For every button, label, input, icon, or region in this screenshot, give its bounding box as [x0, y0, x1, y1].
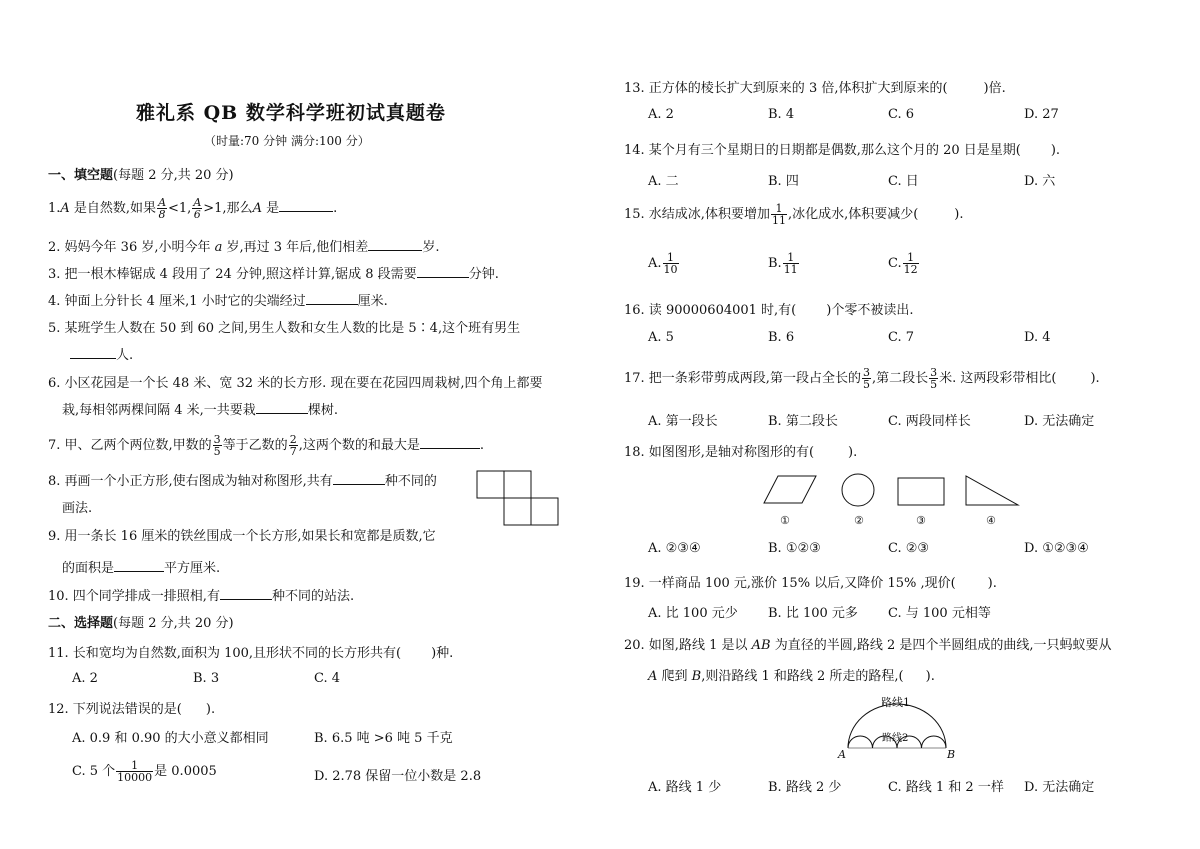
rectangle-shape	[898, 478, 944, 505]
option-d[interactable]: D. 无法确定	[1024, 780, 1095, 795]
option-c[interactable]: C. 4	[314, 671, 341, 686]
question-18: 18. 如图图形,是轴对称图形的有( ).	[624, 445, 858, 460]
option-a[interactable]: A. 2	[72, 671, 98, 686]
option-a[interactable]: A. ②③④	[648, 541, 701, 556]
shape-label-2: ②	[854, 514, 864, 527]
question-6: 6. 小区花园是一个长 48 米、宽 32 米的长方形. 现在要在花园四周栽树,四个角上都要	[48, 376, 543, 391]
answer-blank[interactable]	[114, 559, 164, 572]
option-b[interactable]: B. 第二段长	[768, 414, 838, 429]
fraction: $\frac{3}{5}$	[213, 433, 221, 458]
question-8: 8. 再画一个小正方形,使右图成为轴对称图形,共有 种不同的	[48, 474, 437, 489]
shape-label-4: ④	[986, 514, 996, 527]
question-6-line2: 栽,每相邻两棵间隔 4 米,一共要栽 棵树.	[62, 403, 338, 418]
answer-blank[interactable]	[220, 587, 272, 600]
question-3: 3. 把一根木棒锯成 4 段用了 24 分钟,照这样计算,锯成 8 段需要 分钟.	[48, 267, 499, 282]
option-b[interactable]: B. 比 100 元多	[768, 606, 858, 621]
option-d[interactable]: D. 4	[1024, 330, 1051, 345]
question-4: 4. 钟面上分针长 4 厘米,1 小时它的尖端经过 厘米.	[48, 294, 388, 309]
answer-blank[interactable]	[256, 401, 308, 414]
question-13: 13. 正方体的棱长扩大到原来的 3 倍,体积扩大到原来的( )倍.	[624, 81, 1006, 96]
answer-blank[interactable]	[417, 265, 469, 278]
question-9: 9. 用一条长 16 厘米的铁丝围成一个长方形,如果长和宽都是质数,它	[48, 529, 436, 544]
route-2-label: 路线2	[882, 733, 909, 744]
shapes-figure	[760, 472, 1030, 534]
page-title: 雅礼系 QB 数学科学班初试真题卷	[136, 102, 446, 124]
option-d[interactable]: D. 六	[1024, 174, 1056, 189]
question-5: 5. 某班学生人数在 50 到 60 之间,男生人数和女生人数的比是 5∶4,这个班有男生	[48, 321, 521, 336]
fraction: $\frac{A}{8}$	[158, 196, 167, 221]
question-20: 20. 如图,路线 1 是以 AB 为直径的半圆,路线 2 是四个半圆组成的曲线,一只蚂蚁要从	[624, 638, 1112, 653]
point-a-label: A	[838, 748, 846, 761]
option-c[interactable]: C. 路线 1 和 2 一样	[888, 780, 1004, 795]
option-a[interactable]: A. 比 100 元少	[648, 606, 738, 621]
option-b[interactable]: B. 四	[768, 174, 799, 189]
answer-blank[interactable]	[333, 472, 385, 485]
route-1-label: 路线1	[881, 696, 910, 709]
fraction: $\frac{1}{10000}$	[117, 759, 153, 784]
fraction: $\frac{1}{11}$	[771, 202, 786, 227]
section-title: 一、填空题	[48, 168, 114, 183]
point-b-label: B	[947, 748, 956, 761]
question-8-line2: 画法.	[62, 501, 93, 516]
fraction: $\frac{2}{7}$	[289, 433, 297, 458]
question-20-line2: A 爬到 B,则沿路线 1 和路线 2 所走的路程,( ).	[648, 669, 935, 684]
shape-label-1: ①	[780, 514, 790, 527]
circle-shape	[842, 474, 874, 506]
question-12: 12. 下列说法错误的是( ).	[48, 702, 216, 717]
answer-blank[interactable]	[70, 346, 116, 359]
fraction: $\frac{A}{6}$	[193, 196, 202, 221]
option-a[interactable]: A. 5	[648, 330, 674, 345]
question-1: 1.A 是自然数,如果 $\frac{A}{8}$ <1, $\frac{A}{6}$ >1,那么A 是 .	[48, 196, 338, 221]
parallelogram-shape	[764, 476, 816, 503]
shape-label-3: ③	[916, 514, 926, 527]
question-15: 15. 水结成冰,体积要增加 $\frac{1}{11}$ ,冰化成水,体积要减少( ).	[624, 202, 964, 227]
option-b[interactable]: B. 路线 2 少	[768, 780, 842, 795]
fraction: $\frac{3}{5}$	[930, 366, 938, 391]
option-c[interactable]: C. 5 个 $\frac{1}{10000}$ 是 0.0005	[72, 759, 217, 784]
option-a[interactable]: A. 路线 1 少	[648, 780, 722, 795]
routes-figure	[836, 692, 958, 762]
option-d[interactable]: D. ①②③④	[1024, 541, 1089, 556]
option-c[interactable]: C. 两段同样长	[888, 414, 971, 429]
section-fill-in-header	[48, 164, 234, 183]
option-b[interactable]: B. 6	[768, 330, 795, 345]
option-a[interactable]: A. 0.9 和 0.90 的大小意义都相同	[72, 731, 269, 746]
option-b[interactable]: B. 4	[768, 107, 795, 122]
section-choice-header	[48, 612, 234, 631]
option-c[interactable]: C. 日	[888, 174, 919, 189]
question-2: 2. 妈妈今年 36 岁,小明今年 a 岁,再过 3 年后,他们相差 岁.	[48, 240, 440, 255]
question-16: 16. 读 90000604001 时,有( )个零不被读出.	[624, 303, 914, 318]
answer-blank[interactable]	[420, 436, 480, 449]
squares-figure	[476, 470, 562, 530]
option-c[interactable]: C. 7	[888, 330, 915, 345]
question-19: 19. 一样商品 100 元,涨价 15% 以后,又降价 15% ,现价( ).	[624, 576, 997, 591]
option-d[interactable]: D. 2.78 保留一位小数是 2.8	[314, 769, 482, 784]
fraction: $\frac{1}{11}$	[783, 251, 798, 276]
question-5-line2: 人.	[70, 344, 133, 363]
option-d[interactable]: D. 无法确定	[1024, 414, 1095, 429]
answer-blank[interactable]	[279, 199, 333, 212]
question-9-line2: 的面积是 平方厘米.	[62, 561, 221, 576]
option-c[interactable]: C. 6	[888, 107, 915, 122]
fraction: $\frac{1}{10}$	[663, 251, 678, 276]
answer-blank[interactable]	[368, 238, 422, 251]
section-note: (每题 2 分,共 20 分)	[113, 616, 234, 631]
section-note: (每题 2 分,共 20 分)	[113, 168, 234, 183]
option-b[interactable]: B. ①②③	[768, 541, 821, 556]
question-17: 17. 把一条彩带剪成两段,第一段占全长的 $\frac{3}{5}$ ,第二段长 $\frac{3}{5}$ 米. 这两段彩带相比( ).	[624, 366, 1100, 391]
option-c[interactable]: C. $\frac{1}{12}$	[888, 251, 918, 276]
fraction: $\frac{3}{5}$	[862, 366, 870, 391]
option-c[interactable]: C. ②③	[888, 541, 930, 556]
option-a[interactable]: A. 二	[648, 174, 679, 189]
section-title: 二、选择题	[48, 616, 114, 631]
answer-blank[interactable]	[306, 292, 358, 305]
option-d[interactable]: D. 27	[1024, 107, 1059, 122]
option-b[interactable]: B. 6.5 吨 >6 吨 5 千克	[314, 731, 453, 746]
question-14: 14. 某个月有三个星期日的日期都是偶数,那么这个月的 20 日是星期( ).	[624, 143, 1061, 158]
option-a[interactable]: A. 第一段长	[648, 414, 718, 429]
option-b[interactable]: B. 3	[193, 671, 220, 686]
question-7: 7. 甲、乙两个两位数,甲数的 $\frac{3}{5}$ 等于乙数的 $\frac{2}{7}$ ,这两个数的和最大是 .	[48, 433, 484, 458]
option-b[interactable]: B. $\frac{1}{11}$	[768, 251, 798, 276]
option-a[interactable]: A. $\frac{1}{10}$	[648, 251, 678, 276]
option-c[interactable]: C. 与 100 元相等	[888, 606, 991, 621]
triangle-shape	[966, 476, 1018, 505]
fraction: $\frac{1}{12}$	[903, 251, 918, 276]
question-10: 10. 四个同学排成一排照相,有 种不同的站法.	[48, 589, 355, 604]
page-subtitle: （时量:70 分钟 满分:100 分）	[204, 134, 370, 148]
option-a[interactable]: A. 2	[648, 107, 674, 122]
question-11: 11. 长和宽均为自然数,面积为 100,且形状不同的长方形共有( )种.	[48, 646, 454, 661]
